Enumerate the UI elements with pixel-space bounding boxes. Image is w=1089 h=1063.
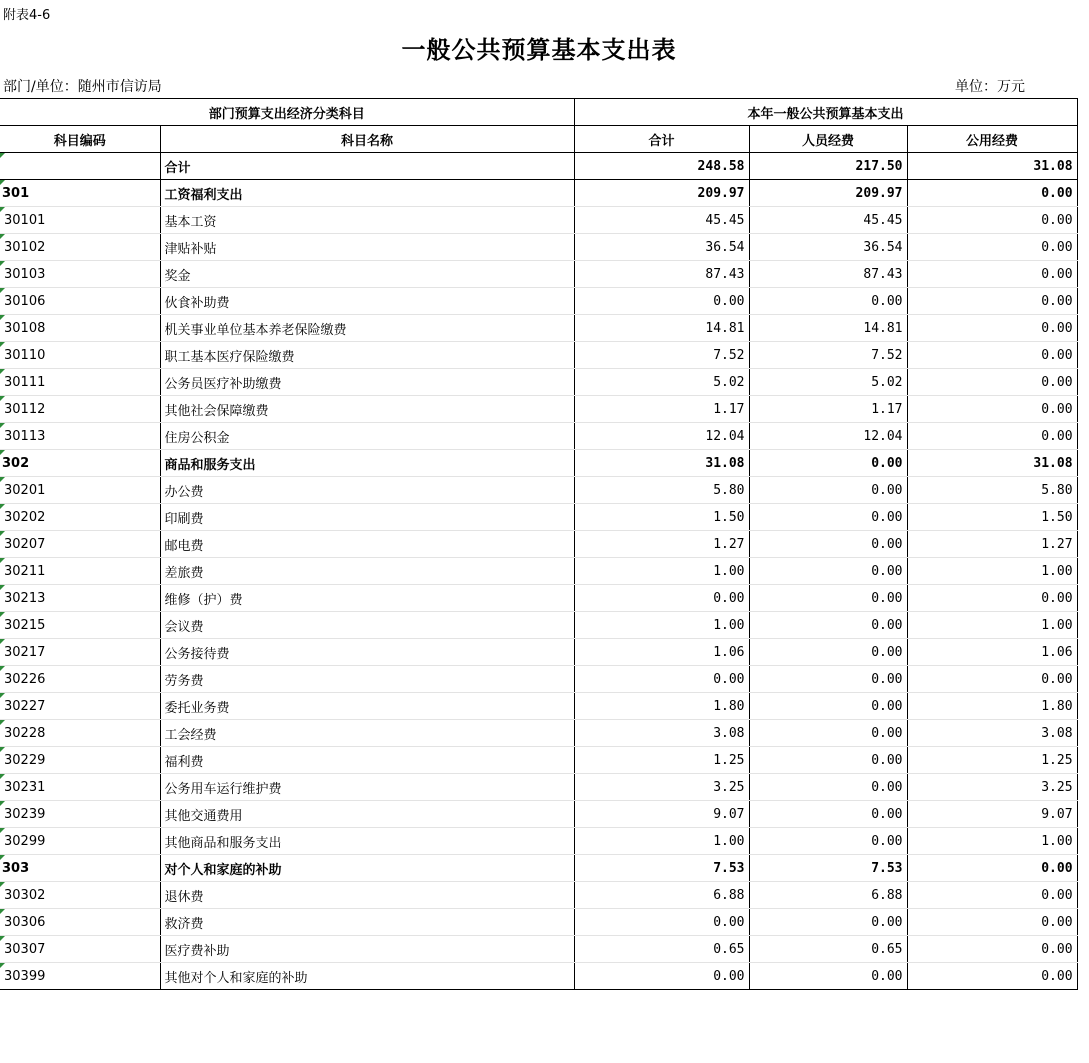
table-row [0,477,1077,504]
row-total: 9.07 [574,801,749,828]
table-row [0,585,1077,612]
header-name: 科目名称 [160,126,574,153]
table-row [0,828,1077,855]
row-personnel: 6.88 [749,882,907,909]
header-column-row [0,126,1077,153]
row-total: 3.25 [574,774,749,801]
row-personnel: 0.00 [749,558,907,585]
row-public: 0.00 [907,261,1077,288]
row-total: 0.65 [574,936,749,963]
row-total: 5.80 [574,477,749,504]
row-name: 公务用车运行维护费 [160,774,574,801]
row-code: 30228 [0,720,160,747]
table-row [0,882,1077,909]
row-public: 1.00 [907,612,1077,639]
row-personnel: 0.00 [749,693,907,720]
row-personnel: 0.00 [749,801,907,828]
row-code: 30101 [0,207,160,234]
unit-label: 单位：万元 [955,79,1025,95]
table-row [0,936,1077,963]
table-row [0,315,1077,342]
row-name: 基本工资 [160,207,574,234]
row-code: 30226 [0,666,160,693]
row-personnel: 0.00 [749,450,907,477]
row-total: 1.06 [574,639,749,666]
row-total: 0.00 [574,666,749,693]
row-code: 30202 [0,504,160,531]
row-public: 3.25 [907,774,1077,801]
row-total: 3.08 [574,720,749,747]
table-row [0,693,1077,720]
row-code: 30112 [0,396,160,423]
table-row [0,666,1077,693]
row-name: 印刷费 [160,504,574,531]
row-public: 0.00 [907,369,1077,396]
row-total: 248.58 [574,153,749,180]
row-personnel: 87.43 [749,261,907,288]
row-code: 301 [0,180,160,207]
row-total: 0.00 [574,909,749,936]
row-total: 12.04 [574,423,749,450]
row-code: 30215 [0,612,160,639]
row-name: 对个人和家庭的补助 [160,855,574,882]
row-public: 1.00 [907,828,1077,855]
row-personnel: 0.00 [749,477,907,504]
row-public: 1.50 [907,504,1077,531]
table-row [0,504,1077,531]
category-row [0,855,1077,882]
row-code: 30201 [0,477,160,504]
row-public: 0.00 [907,180,1077,207]
page-title: 一般公共预算基本支出表 [401,35,677,64]
row-total: 14.81 [574,315,749,342]
table-row [0,774,1077,801]
row-name: 办公费 [160,477,574,504]
row-name: 商品和服务支出 [160,450,574,477]
table-row [0,261,1077,288]
row-name: 公务接待费 [160,639,574,666]
table-row [0,288,1077,315]
row-total: 31.08 [574,450,749,477]
expenditure-table [0,98,1078,990]
row-public: 0.00 [907,585,1077,612]
row-name: 工资福利支出 [160,180,574,207]
row-name: 委托业务费 [160,693,574,720]
row-name: 救济费 [160,909,574,936]
row-name: 伙食补助费 [160,288,574,315]
row-code: 30111 [0,369,160,396]
row-personnel: 0.00 [749,720,907,747]
row-name: 奖金 [160,261,574,288]
table-row [0,234,1077,261]
table-row [0,207,1077,234]
row-personnel: 209.97 [749,180,907,207]
row-public: 0.00 [907,396,1077,423]
row-name: 其他社会保障缴费 [160,396,574,423]
row-public: 0.00 [907,666,1077,693]
row-total: 1.50 [574,504,749,531]
row-personnel: 14.81 [749,315,907,342]
department-label: 部门/单位：随州市信访局 [3,79,162,95]
row-name: 合计 [160,153,574,180]
row-personnel: 7.53 [749,855,907,882]
row-total: 0.00 [574,288,749,315]
row-code: 302 [0,450,160,477]
row-public: 5.80 [907,477,1077,504]
row-code: 30227 [0,693,160,720]
row-total: 1.25 [574,747,749,774]
row-public: 31.08 [907,153,1077,180]
row-public: 0.00 [907,234,1077,261]
row-total: 6.88 [574,882,749,909]
row-code: 30113 [0,423,160,450]
row-public: 0.00 [907,207,1077,234]
row-code: 30307 [0,936,160,963]
row-name: 退休费 [160,882,574,909]
table-row [0,396,1077,423]
header-group-row [0,99,1077,126]
row-personnel: 5.02 [749,369,907,396]
row-personnel: 1.17 [749,396,907,423]
row-code: 30229 [0,747,160,774]
row-personnel: 0.00 [749,639,907,666]
row-code: 30306 [0,909,160,936]
row-personnel: 12.04 [749,423,907,450]
row-public: 9.07 [907,801,1077,828]
row-name: 劳务费 [160,666,574,693]
row-total: 1.00 [574,828,749,855]
row-public: 0.00 [907,963,1077,990]
row-personnel: 0.65 [749,936,907,963]
row-total: 36.54 [574,234,749,261]
row-total: 7.52 [574,342,749,369]
row-total: 1.80 [574,693,749,720]
table-row [0,369,1077,396]
row-name: 津贴补贴 [160,234,574,261]
row-code: 30103 [0,261,160,288]
row-code: 30302 [0,882,160,909]
header-group-left: 部门预算支出经济分类科目 [0,99,574,126]
row-personnel: 0.00 [749,585,907,612]
row-public: 3.08 [907,720,1077,747]
row-public: 0.00 [907,855,1077,882]
row-name: 其他商品和服务支出 [160,828,574,855]
category-row [0,450,1077,477]
row-total: 87.43 [574,261,749,288]
row-public: 1.27 [907,531,1077,558]
row-public: 0.00 [907,936,1077,963]
row-name: 维修（护）费 [160,585,574,612]
row-public: 31.08 [907,450,1077,477]
row-total: 209.97 [574,180,749,207]
row-code: 30231 [0,774,160,801]
row-public: 0.00 [907,882,1077,909]
row-code: 30108 [0,315,160,342]
row-total: 1.00 [574,612,749,639]
row-name: 邮电费 [160,531,574,558]
header-total: 合计 [574,126,749,153]
row-public: 0.00 [907,315,1077,342]
row-personnel: 45.45 [749,207,907,234]
row-name: 会议费 [160,612,574,639]
row-name: 其他对个人和家庭的补助 [160,963,574,990]
row-personnel: 0.00 [749,612,907,639]
header-group-right: 本年一般公共预算基本支出 [574,99,1077,126]
row-total: 7.53 [574,855,749,882]
row-personnel: 0.00 [749,828,907,855]
table-row [0,747,1077,774]
row-name: 机关事业单位基本养老保险缴费 [160,315,574,342]
total-row [0,153,1077,180]
row-public: 0.00 [907,288,1077,315]
row-code: 30217 [0,639,160,666]
row-personnel: 0.00 [749,747,907,774]
row-code: 30299 [0,828,160,855]
header-personnel: 人员经费 [749,126,907,153]
attachment-label: 附表4-6 [3,8,51,23]
table-row [0,801,1077,828]
row-personnel: 217.50 [749,153,907,180]
table-row [0,342,1077,369]
row-public: 0.00 [907,342,1077,369]
row-code: 30207 [0,531,160,558]
row-name: 其他交通费用 [160,801,574,828]
row-code: 30239 [0,801,160,828]
row-personnel: 0.00 [749,666,907,693]
row-total: 45.45 [574,207,749,234]
table-row [0,612,1077,639]
row-personnel: 0.00 [749,774,907,801]
row-personnel: 0.00 [749,504,907,531]
table-row [0,558,1077,585]
row-public: 0.00 [907,909,1077,936]
row-public: 0.00 [907,423,1077,450]
row-code: 30110 [0,342,160,369]
row-personnel: 7.52 [749,342,907,369]
row-code [0,153,160,180]
row-total: 1.00 [574,558,749,585]
category-row [0,180,1077,207]
row-public: 1.06 [907,639,1077,666]
row-total: 0.00 [574,585,749,612]
table-row [0,720,1077,747]
table-body [0,153,1077,990]
row-name: 医疗费补助 [160,936,574,963]
row-code: 303 [0,855,160,882]
row-code: 30211 [0,558,160,585]
row-public: 1.25 [907,747,1077,774]
row-total: 5.02 [574,369,749,396]
row-total: 1.27 [574,531,749,558]
header-code: 科目编码 [0,126,160,153]
table-row [0,909,1077,936]
row-name: 差旅费 [160,558,574,585]
row-name: 职工基本医疗保险缴费 [160,342,574,369]
table-row [0,639,1077,666]
table-row [0,423,1077,450]
table-row [0,531,1077,558]
row-personnel: 0.00 [749,909,907,936]
row-total: 0.00 [574,963,749,990]
row-code: 30102 [0,234,160,261]
header-public: 公用经费 [907,126,1077,153]
row-personnel: 0.00 [749,288,907,315]
row-personnel: 0.00 [749,963,907,990]
row-name: 工会经费 [160,720,574,747]
row-total: 1.17 [574,396,749,423]
row-public: 1.00 [907,558,1077,585]
row-personnel: 0.00 [749,531,907,558]
row-name: 公务员医疗补助缴费 [160,369,574,396]
row-name: 福利费 [160,747,574,774]
row-name: 住房公积金 [160,423,574,450]
row-code: 30106 [0,288,160,315]
row-code: 30213 [0,585,160,612]
row-public: 1.80 [907,693,1077,720]
row-personnel: 36.54 [749,234,907,261]
row-code: 30399 [0,963,160,990]
table-row [0,963,1077,990]
